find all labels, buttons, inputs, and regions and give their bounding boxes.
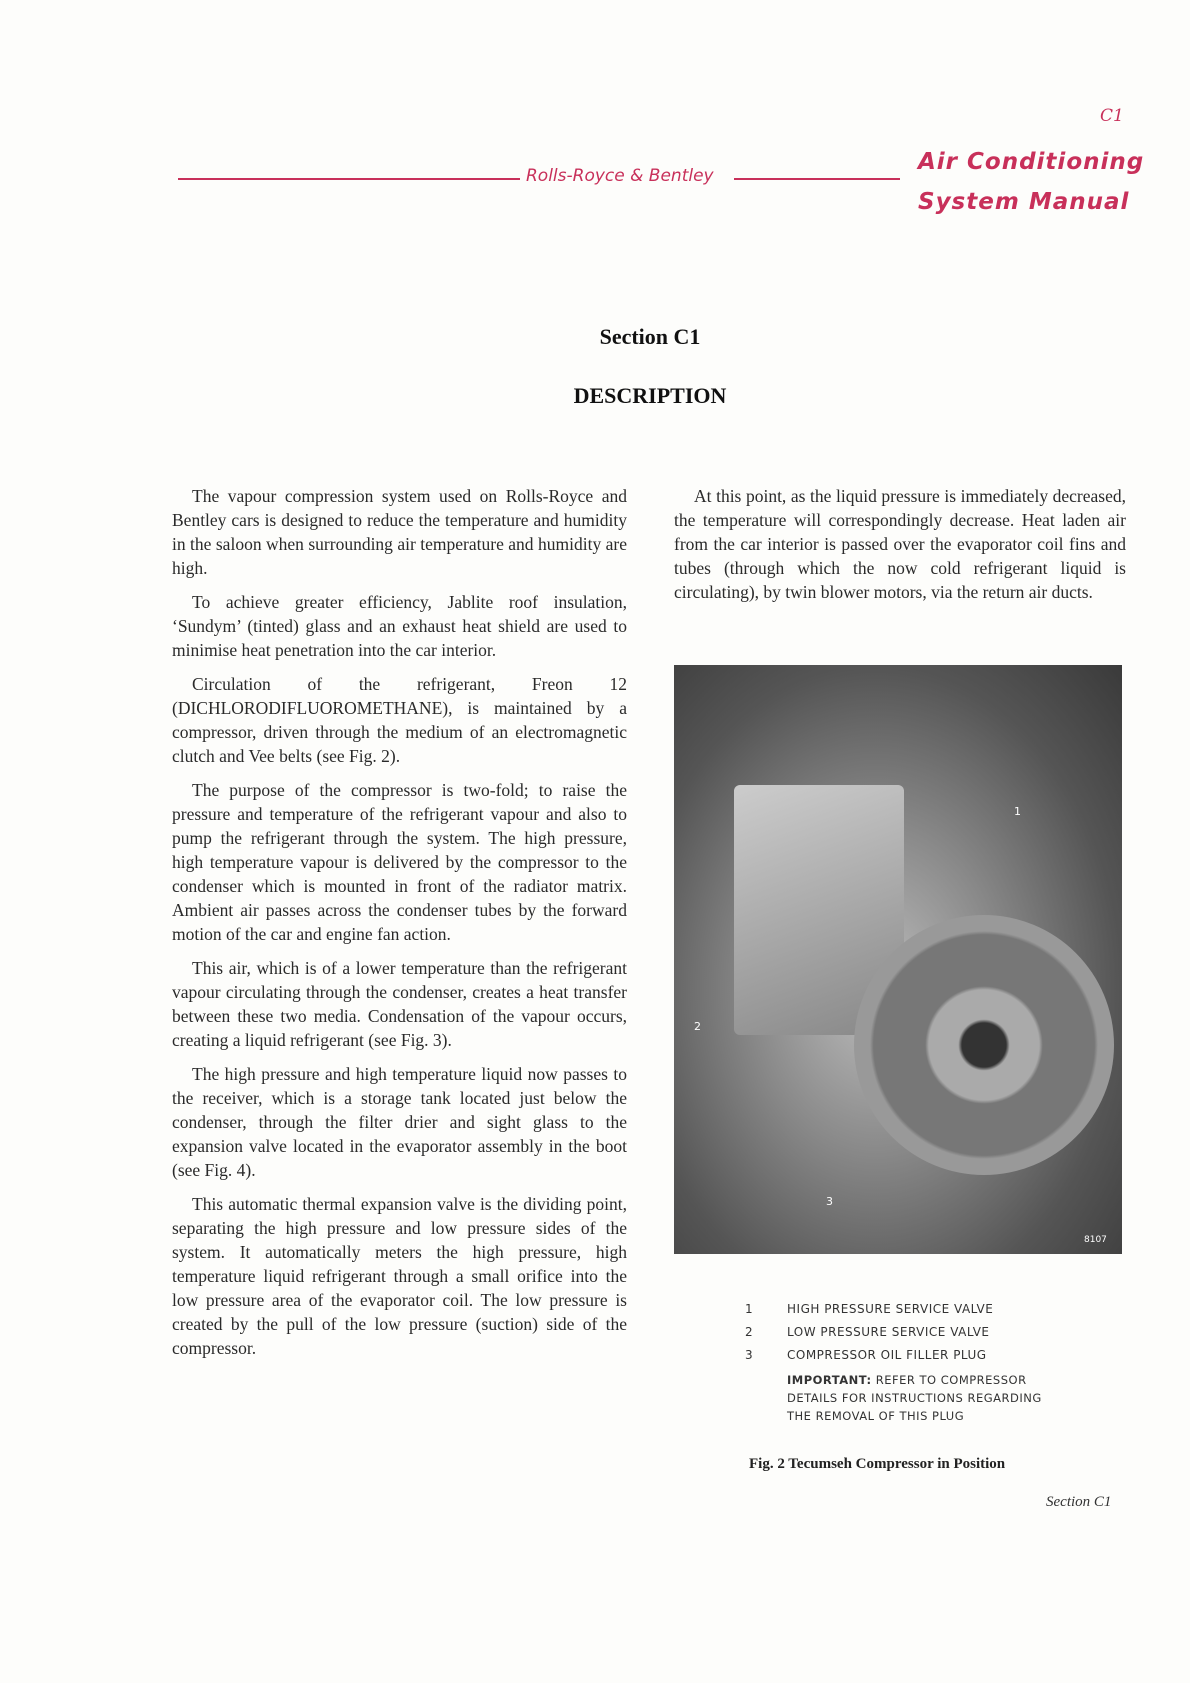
important-text: REFER TO COMPRESSOR DETAILS FOR INSTRUCTIONS REGARDING THE REMOVAL OF THIS PLUG	[787, 1373, 1042, 1423]
callout-3: 3	[826, 1195, 833, 1208]
legend-text: HIGH PRESSURE SERVICE VALVE	[787, 1302, 994, 1316]
callout-2: 2	[694, 1020, 701, 1033]
paragraph: This automatic thermal expansion valve is the dividing point, separating the high pressure and low pressure sides of the system. It automatically meters the high pressure, high temperature liquid refrigerant through a small orifice into the low pressure area of the evaporator coil. The low pressure is created by the pull of the low pressure (suction) side of the compressor.	[172, 1194, 627, 1358]
right-column	[674, 484, 1126, 614]
manual-title	[918, 142, 1144, 222]
legend-number: 1	[745, 1302, 754, 1316]
paragraph: At this point, as the liquid pressure is immediately decreased, the temperature will correspondingly decrease. Heat laden air from the car interior is passed over the evaporator coil fins and tubes (through which the now cold refrigerant liquid is circulating), by twin blower motors, via the return air ducts.	[674, 486, 1126, 602]
important-label: IMPORTANT:	[787, 1373, 872, 1387]
section-heading: Section C1	[599, 324, 701, 349]
paragraph: Circulation of the refrigerant, Freon 12 (DICHLORODIFLUOROMETHANE), is maintained by a compressor, driven through the medium of an electromagnetic clutch and Vee belts (see Fig. 2).	[172, 674, 627, 766]
footer-section: Section C1	[1046, 1494, 1112, 1510]
compressor-photo	[674, 665, 1122, 1254]
page-code: C1	[1100, 106, 1124, 126]
description-heading: DESCRIPTION	[573, 383, 727, 408]
left-column	[172, 484, 627, 1370]
header-rule-left	[178, 178, 520, 180]
legend-item	[745, 1348, 1052, 1362]
clutch-pulley	[854, 915, 1114, 1175]
paragraph: The purpose of the compressor is two-fold; to raise the pressure and temperature of the refrigerant vapour and also to pump the refrigerant through the system. The high pressure, high temperature vapour is delivered by the compressor to the condenser which is mounted in front of the radiator matrix. Ambient air passes across the condenser tubes by the forward motion of the car and engine fan action.	[172, 780, 627, 944]
title-line-1: Air Conditioning	[918, 149, 1145, 175]
paragraph: The high pressure and high temperature liquid now passes to the receiver, which is a storage tank located just below the condenser, through the filter drier and sight glass to the expansion valve located in the evaporator assembly in the boot (see Fig. 4).	[172, 1064, 627, 1180]
paragraph: This air, which is of a lower temperature than the refrigerant vapour circulating through the condenser, creates a heat transfer between these two media. Condensation of the vapour occurs, creating a liquid refrigerant (see Fig. 3).	[172, 958, 627, 1050]
legend-number: 2	[745, 1325, 754, 1339]
important-note	[787, 1371, 1052, 1425]
paragraph: To achieve greater efficiency, Jablite roof insulation, ‘Sundym’ (tinted) glass and an exhaust heat shield are used to minimise heat penetration into the car interior.	[172, 592, 627, 660]
figure-caption: Fig. 2 Tecumseh Compressor in Position	[749, 1456, 1006, 1472]
legend-item	[745, 1325, 1052, 1339]
callout-1: 1	[1014, 805, 1021, 818]
title-line-2: System Manual	[918, 189, 1130, 215]
legend-text: COMPRESSOR OIL FILLER PLUG	[787, 1348, 987, 1362]
header-rule-right	[734, 178, 900, 180]
paragraph: The vapour compression system used on Rolls-Royce and Bentley cars is designed to reduce the temperature and humidity in the saloon when surrounding air temperature and humidity are high.	[172, 486, 627, 578]
legend-text: LOW PRESSURE SERVICE VALVE	[787, 1325, 990, 1339]
photo-reference: 8107	[1084, 1235, 1107, 1245]
figure-legend	[745, 1302, 1052, 1425]
header-brand: Rolls-Royce & Bentley	[526, 166, 714, 186]
legend-number: 3	[745, 1348, 754, 1362]
legend-item	[745, 1302, 1052, 1316]
